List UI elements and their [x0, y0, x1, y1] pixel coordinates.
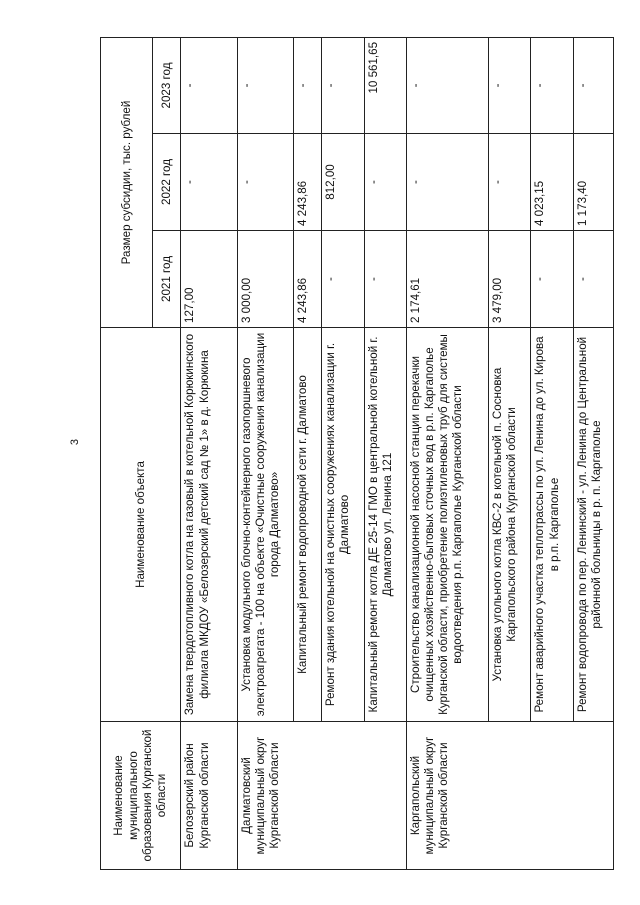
- header-year-2021: 2021 год: [153, 231, 181, 328]
- value-2021: -: [531, 231, 573, 328]
- header-municipality: Наименование муниципального образования Курганской области: [101, 722, 181, 870]
- page-number: 3: [69, 438, 82, 446]
- value-2023: -: [322, 37, 364, 133]
- value-2022: 1 173,40: [573, 134, 613, 231]
- municipality-cell: Далматовский муниципальный округ Курганской области: [237, 722, 406, 870]
- value-2022: 4 023,15: [531, 134, 573, 231]
- value-2023: -: [531, 37, 573, 133]
- table-row: [237, 37, 293, 869]
- object-cell: Капитальный ремонт котла ДЕ 25-14 ГМО в центральной котельной г. Далматово ул. Ленина 121: [364, 328, 406, 722]
- value-2022: -: [181, 134, 237, 231]
- table-row: [181, 37, 237, 869]
- value-2022: -: [364, 134, 406, 231]
- value-2022: 4 243,86: [294, 134, 322, 231]
- value-2021: 2 174,61: [406, 231, 488, 328]
- value-2021: -: [322, 231, 364, 328]
- value-2023: -: [573, 37, 613, 133]
- header-year-2022: 2022 год: [153, 134, 181, 231]
- object-cell: Установка угольного котла КВС-2 в котельной п. Сосновка Каргапольского района Курганской области: [489, 328, 531, 722]
- object-cell: Ремонт водопровода по пер. Ленинский - ул. Ленина до Центральной районной больницы в р. п. Каргаполье: [573, 328, 613, 722]
- municipality-cell: Каргапольский муниципальный округ Курганской области: [406, 722, 613, 870]
- header-subsidy: Размер субсидии, тыс. рублей: [101, 37, 153, 327]
- value-2021: 4 243,86: [294, 231, 322, 328]
- value-2022: -: [489, 134, 531, 231]
- value-2021: 3 479,00: [489, 231, 531, 328]
- object-cell: Строительство канализационной насосной станции перекачки очищенных хозяйственно-бытовых сточных вод в р.п. Каргаполье Курганской области, приобретение полиэтиленовых труб для системы водоотведения р.п. Каргаполье Курганской области: [406, 328, 488, 722]
- header-row: [101, 37, 153, 869]
- header-object: Наименование объекта: [101, 328, 181, 722]
- value-2023: -: [237, 37, 293, 133]
- value-2023: 10 561,65: [364, 37, 406, 133]
- subsidy-table: [100, 37, 614, 870]
- table-row: [406, 37, 488, 869]
- rotated-table-wrapper: [100, 38, 614, 870]
- value-2022: -: [237, 134, 293, 231]
- object-cell: Установка модульного блочно-контейнерного газопоршневого электроагрегата - 100 на объекте «Очистные сооружения канализации города Далматово»: [237, 328, 293, 722]
- value-2021: 3 000,00: [237, 231, 293, 328]
- value-2021: -: [573, 231, 613, 328]
- value-2023: -: [489, 37, 531, 133]
- object-cell: Замена твердотопливного котла на газовый в котельной Корюкинского филиала МКДОУ «Белозерский детский сад № 1» в д. Корюкина: [181, 328, 237, 722]
- value-2022: -: [406, 134, 488, 231]
- value-2021: 127,00: [181, 231, 237, 328]
- object-cell: Капитальный ремонт водопроводной сети г. Далматово: [294, 328, 322, 722]
- value-2023: -: [294, 37, 322, 133]
- value-2021: -: [364, 231, 406, 328]
- object-cell: Ремонт аварийного участка теплотрассы по ул. Ленина до ул. Кирова в р.п. Каргаполье: [531, 328, 573, 722]
- header-year-2023: 2023 год: [153, 37, 181, 133]
- municipality-cell: Белозерский район Курганской области: [181, 722, 237, 870]
- value-2022: 812,00: [322, 134, 364, 231]
- object-cell: Ремонт здания котельной на очистных сооружениях канализации г. Далматово: [322, 328, 364, 722]
- value-2023: -: [181, 37, 237, 133]
- value-2023: -: [406, 37, 488, 133]
